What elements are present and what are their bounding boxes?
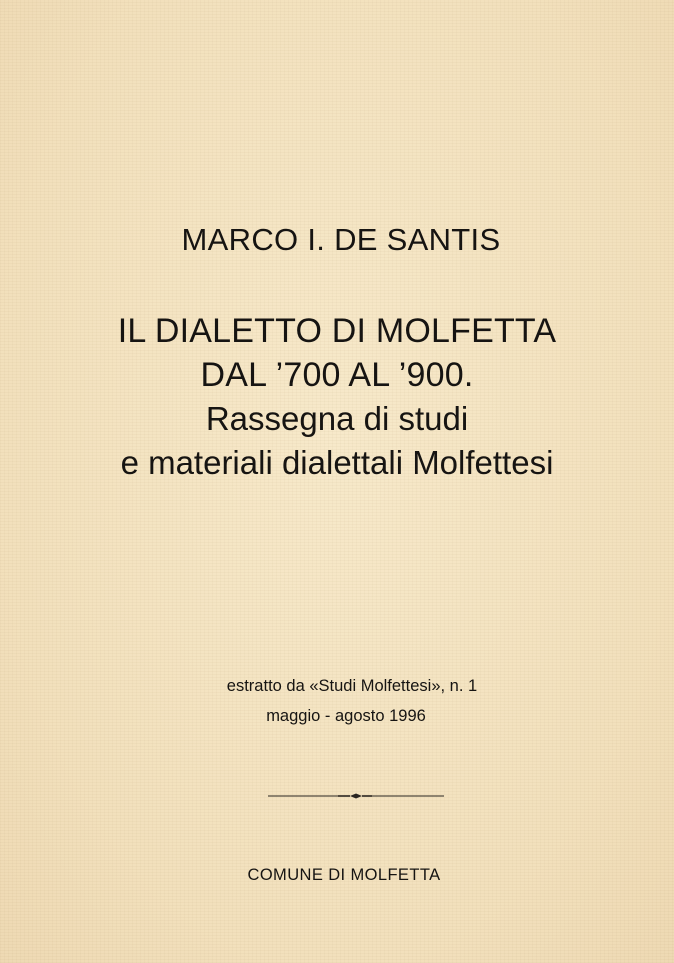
title-line-4: e materiali dialettali Molfettesi	[120, 444, 554, 481]
ornament-divider-icon	[268, 790, 444, 802]
publication-period: maggio - agosto 1996	[266, 707, 426, 725]
title-line-1: IL DIALETTO DI MOLFETTA	[117, 312, 557, 350]
publisher-name: COMUNE DI MOLFETTA	[247, 866, 441, 884]
title-line-3: Rassegna di studi	[205, 400, 469, 437]
extract-note: estratto da «Studi Molfettesi», n. 1	[226, 677, 478, 695]
title-line-2: DAL ’700 AL ’900.	[200, 356, 474, 394]
author-name: MARCO I. DE SANTIS	[181, 222, 501, 257]
book-title	[0, 309, 674, 485]
